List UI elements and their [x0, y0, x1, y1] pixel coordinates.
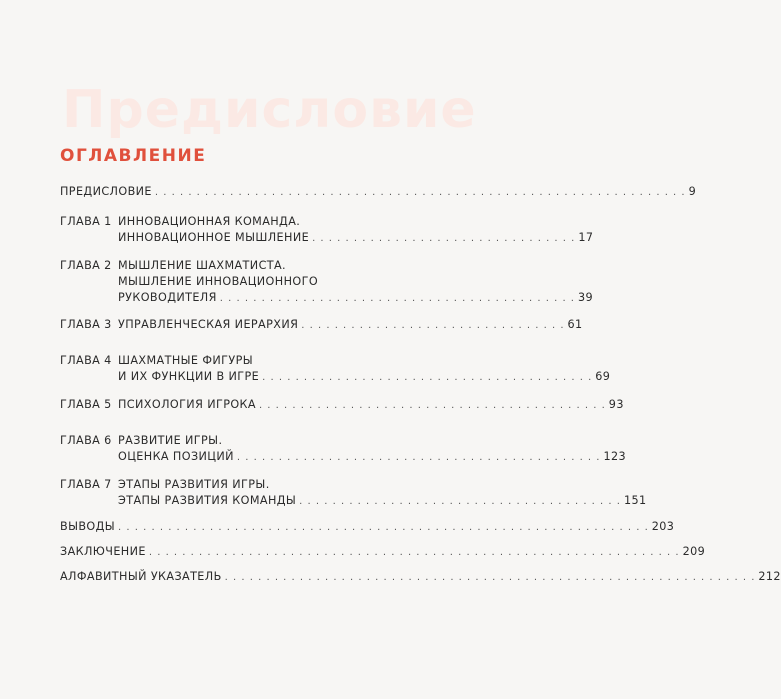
toc-page-number: 61: [567, 318, 583, 331]
toc-entry-afterword[interactable]: [60, 544, 706, 560]
chapter-title-line: МЫШЛЕНИЕ ШАХМАТИСТА.: [118, 259, 287, 272]
chapter-label: ГЛАВА 2: [60, 259, 112, 272]
table-of-contents: [60, 184, 781, 585]
toc-page-number: 123: [603, 450, 627, 463]
faded-heading: Предисловие: [62, 80, 477, 140]
toc-page-number: 209: [682, 545, 706, 558]
toc-entry-label: ВЫВОДЫ: [60, 520, 116, 533]
chapter-title-line: И ИХ ФУНКЦИИ В ИГРЕ: [118, 370, 260, 383]
chapter-label: ГЛАВА 4: [60, 354, 112, 367]
toc-entry-chapter-1[interactable]: [60, 214, 594, 246]
dot-leader: . . . . . . . . . . . . . . . . . . . . . . . . . . . . . . . .: [312, 233, 576, 244]
toc-entry-conclusions[interactable]: [60, 519, 675, 535]
dot-leader: . . . . . . . . . . . . . . . . . . . . . . . . . . . . . . . . . . . . . . . . . . . . . . . . . . . . . . . . . . . . . . . .: [224, 572, 756, 583]
toc-page-number: 69: [595, 370, 611, 383]
chapter-title-line: ПСИХОЛОГИЯ ИГРОКА: [118, 398, 256, 411]
dot-leader: . . . . . . . . . . . . . . . . . . . . . . . . . . . . . . . . . . . . . . . . . .: [258, 400, 606, 411]
dot-leader: . . . . . . . . . . . . . . . . . . . . . . . . . . . . . . . . . . . . . . . . . . . . . . . . . . . . . . . . . . . . . . . .: [118, 522, 649, 533]
toc-entry-label: ПРЕДИСЛОВИЕ: [60, 185, 152, 198]
chapter-label: ГЛАВА 3: [60, 318, 112, 331]
chapter-title-line: ОЦЕНКА ПОЗИЦИЙ: [118, 450, 234, 463]
toc-entry-label: АЛФАВИТНЫЙ УКАЗАТЕЛЬ: [60, 570, 222, 583]
chapter-title-line: ЭТАПЫ РАЗВИТИЯ ИГРЫ.: [118, 478, 270, 491]
toc-page-number: 39: [578, 291, 594, 304]
toc-page-number: 212: [758, 570, 781, 583]
chapter-label: ГЛАВА 7: [60, 478, 112, 491]
chapter-title-line: ЭТАПЫ РАЗВИТИЯ КОМАНДЫ: [118, 494, 297, 507]
chapter-title-line: РУКОВОДИТЕЛЯ: [118, 291, 217, 304]
chapter-title-line: РАЗВИТИЕ ИГРЫ.: [118, 434, 223, 447]
toc-page-number: 17: [578, 231, 594, 244]
chapter-label: ГЛАВА 5: [60, 398, 112, 411]
chapter-label: ГЛАВА 6: [60, 434, 112, 447]
dot-leader: . . . . . . . . . . . . . . . . . . . . . . . . . . . . . . . . . . . . . . .: [299, 496, 621, 507]
toc-entry-preface[interactable]: [60, 184, 697, 200]
dot-leader: . . . . . . . . . . . . . . . . . . . . . . . . . . . . . . . . . . . . . . . . . . . .: [236, 452, 601, 463]
toc-entry-label: ЗАКЛЮЧЕНИЕ: [60, 545, 146, 558]
dot-leader: . . . . . . . . . . . . . . . . . . . . . . . . . . . . . . . . . . . . . . . . . . . . . . . . . . . . . . . . . . . . . . . .: [148, 547, 680, 558]
chapter-title-line: МЫШЛЕНИЕ ИННОВАЦИОННОГО: [118, 275, 319, 288]
toc-entry-chapter-5[interactable]: [60, 397, 624, 413]
toc-page-number: 9: [688, 185, 697, 198]
chapter-title-line: ИННОВАЦИОННАЯ КОМАНДА.: [118, 215, 301, 228]
toc-page-number: 151: [623, 494, 647, 507]
toc-entry-chapter-3[interactable]: [60, 317, 583, 333]
toc-page-number: 203: [651, 520, 675, 533]
toc-page-number: 93: [608, 398, 624, 411]
toc-entry-chapter-7[interactable]: [60, 477, 647, 509]
toc-title: ОГЛАВЛЕНИЕ: [60, 146, 207, 166]
chapter-label: ГЛАВА 1: [60, 215, 112, 228]
chapter-title-line: УПРАВЛЕНЧЕСКАЯ ИЕРАРХИЯ: [118, 318, 299, 331]
dot-leader: . . . . . . . . . . . . . . . . . . . . . . . . . . . . . . . . . . . . . . . . . . .: [219, 293, 575, 304]
dot-leader: . . . . . . . . . . . . . . . . . . . . . . . . . . . . . . . . . . . . . . . .: [262, 372, 593, 383]
dot-leader: . . . . . . . . . . . . . . . . . . . . . . . . . . . . . . . . . . . . . . . . . . . . . . . . . . . . . . . . . . . . . . . .: [154, 187, 686, 198]
chapter-title-line: ИННОВАЦИОННОЕ МЫШЛЕНИЕ: [118, 231, 310, 244]
dot-leader: . . . . . . . . . . . . . . . . . . . . . . . . . . . . . . . .: [301, 320, 565, 331]
toc-entry-chapter-6[interactable]: [60, 433, 627, 465]
toc-entry-chapter-2[interactable]: [60, 258, 594, 306]
toc-entry-index[interactable]: [60, 569, 781, 585]
chapter-title-line: ШАХМАТНЫЕ ФИГУРЫ: [118, 354, 253, 367]
toc-entry-chapter-4[interactable]: [60, 353, 611, 385]
